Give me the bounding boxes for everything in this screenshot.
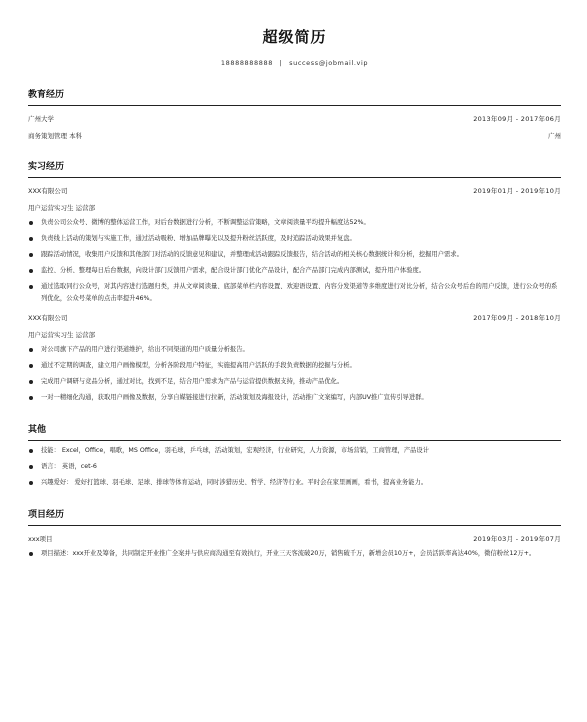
bullet-item: 负责线上活动的策划与实施工作，通过活动吸粉、增加品牌曝光以及提升粉丝活跃度，及时追踪活动效果并复盘。	[28, 233, 561, 245]
other-bullet-list	[28, 445, 561, 489]
project-header-row	[28, 535, 561, 544]
bullet-item: 负责公司公众号、微博的整体运营工作，对后台数据进行分析，不断调整运营策略，文章阅读量平均提升幅度达52%。	[28, 217, 561, 229]
contact-line	[28, 59, 561, 67]
candidate-name: 超级简历	[262, 28, 327, 46]
contact-separator: |	[279, 59, 283, 67]
project-bullet-list	[28, 548, 561, 560]
skills-item: 技能： Excel，Office，唱歌，MS Office，羽毛球，乒乓球，活动策划，宏观经济，行业研究，人力资源，市场营销，工商管理，产品设计	[28, 445, 561, 457]
job-role: 用户运营实习生 运营部	[28, 204, 96, 212]
education-row	[28, 115, 561, 124]
section-title-education: 教育经历	[28, 87, 561, 106]
job-company: XXX有限公司	[28, 314, 68, 322]
job-period: 2019年01月 - 2019年10月	[473, 187, 561, 195]
language-item: 语言： 英语，cet-6	[28, 461, 561, 473]
bullet-item: 监控、分析、整理每日后台数据，向设计部门反馈用户需求，配合设计部门优化产品设计，配合产品部门完成内部测试，提升用户体验度。	[28, 265, 561, 277]
project-period: 2019年03月 - 2019年07月	[473, 535, 561, 543]
job-bullet-list	[28, 217, 561, 305]
bullet-item: 对公司旗下产品的用户进行渠道维护，给出不同渠道的用户质量分析报告。	[28, 344, 561, 356]
section-title-other: 其他	[28, 422, 561, 441]
education-city: 广州	[548, 132, 561, 140]
job-entry	[28, 187, 561, 305]
education-detail-row	[28, 132, 561, 141]
job-header-row	[28, 187, 561, 196]
section-title-internship: 实习经历	[28, 159, 561, 178]
job-company: XXX有限公司	[28, 187, 68, 195]
bullet-item: 项目描述：xxx开业及筹备，共同制定开业推广全案并与供应商沟通至有效执行，开业三天客流破20万，销售破千万，新增会员10万+，会员活跃率高达40%，微信粉丝12万+。	[28, 548, 561, 560]
major-degree: 商务策划管理 本科	[28, 132, 83, 140]
bullet-item: 完成用户调研与竞品分析，通过对比，找到不足，结合用户需求为产品与运营提供数据支持，推动产品优化。	[28, 376, 561, 388]
job-header-row	[28, 314, 561, 323]
bullet-item: 通过不定期的调查，建立用户画像模型，分析各阶段用户特征，实施提高用户活跃的手段负责数据的挖掘与分析。	[28, 360, 561, 372]
job-entry	[28, 314, 561, 404]
bullet-item: 通过选取同行公众号，对其内容进行选题归类，并从文章阅读量、底部菜单栏内容设置、欢迎语设置、内容分发渠道等多维度进行对比分析，结合公众号后台的用户反馈，进行公众号的系列优化，公众号菜单的点击率提升46%。	[28, 281, 561, 305]
bullet-item: 一对一精细化沟通，获取用户画像及数据，分享自媒链接进行拉新，活动策划及海报设计，活动推广文案编写，内部UV推广宣传引导进群。	[28, 392, 561, 404]
job-bullet-list	[28, 344, 561, 404]
hobbies-item: 兴趣爱好： 爱好打篮球、羽毛球、足球、排球等体育运动，同时涉猎历史、哲学、经济等行业。平时会在家里画画，看书，提高业务能力。	[28, 477, 561, 489]
section-title-projects: 项目经历	[28, 507, 561, 526]
job-period: 2017年09月 - 2018年10月	[473, 314, 561, 322]
school-name: 广州大学	[28, 115, 54, 123]
job-role: 用户运营实习生 运营部	[28, 331, 96, 339]
project-name: xxx项目	[28, 535, 53, 543]
phone-number: 18888888888	[220, 59, 273, 67]
education-period: 2013年09月 - 2017年06月	[473, 115, 561, 123]
email-address: success@jobmail.vip	[289, 59, 369, 67]
bullet-item: 跟踪活动情况，收集用户反馈和其他部门对活动的反馈意见和建议，并整理成活动跟踪反馈报告，结合活动的相关核心数据统计和分析，挖掘用户需求。	[28, 249, 561, 261]
